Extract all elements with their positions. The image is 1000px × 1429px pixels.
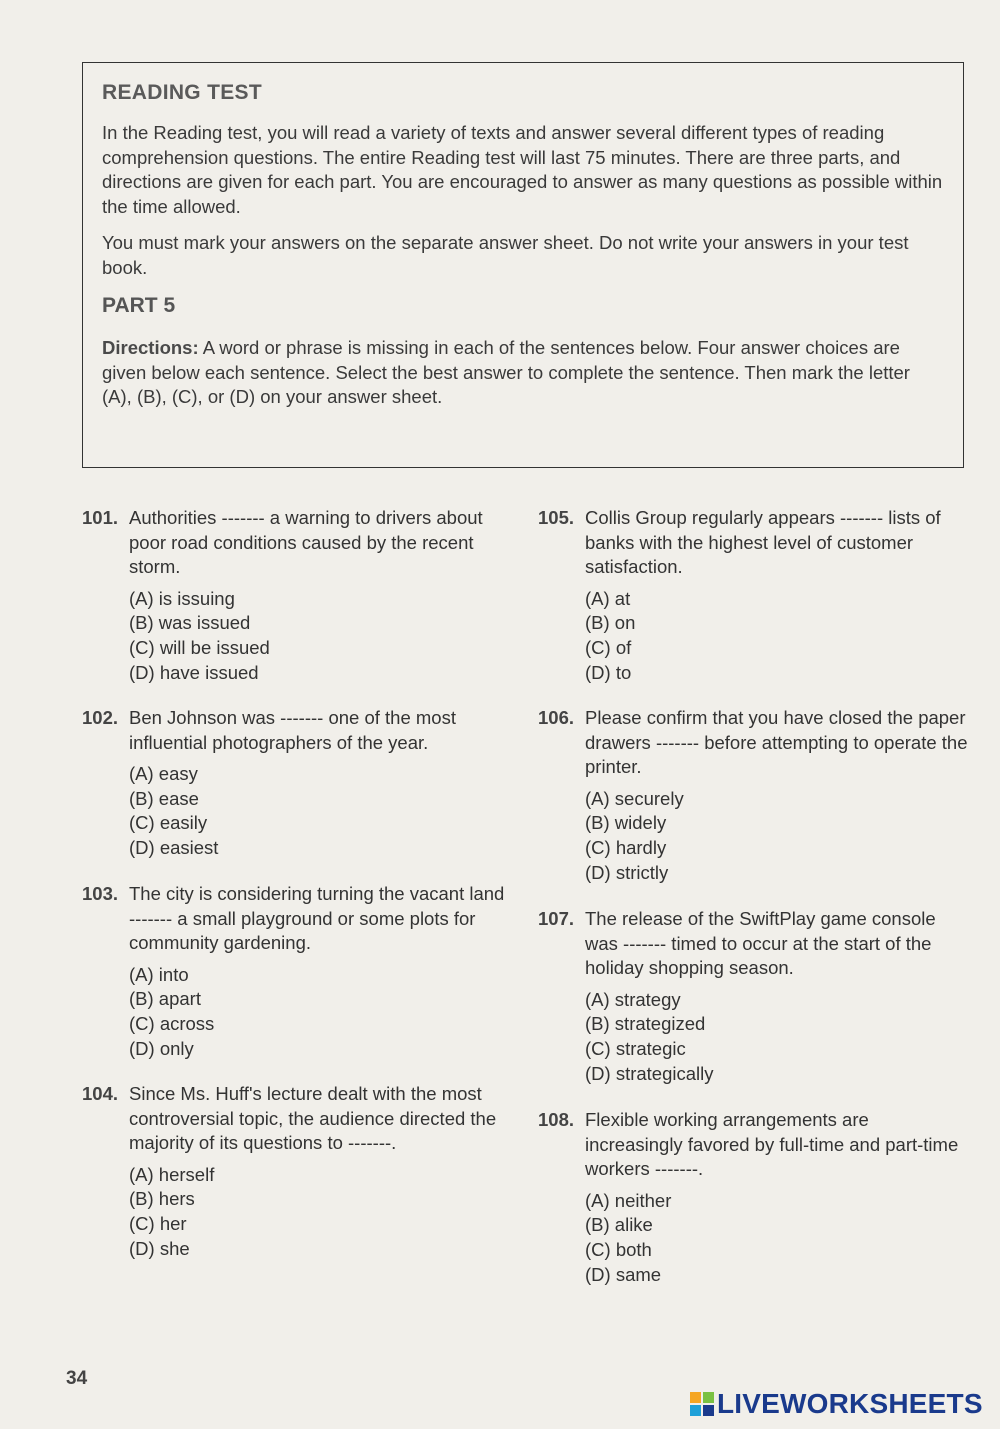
question-text: The city is considering turning the vacant land ------- a small playground or some plots for community gardening. xyxy=(129,883,505,953)
choice-b[interactable]: (B) strategized xyxy=(585,1013,706,1035)
part-title: PART 5 xyxy=(102,294,176,317)
choice-c[interactable]: (C) her xyxy=(129,1212,187,1234)
question-number: 104. xyxy=(82,1083,119,1104)
question-text: Please confirm that you have closed the paper drawers ------- before attempting to operate the printer. xyxy=(585,707,968,777)
answer-choices xyxy=(585,988,968,1087)
question-text: Flexible working arrangements are increasingly favored by full-time and part-time workers -------. xyxy=(585,1109,959,1179)
answer-choices xyxy=(129,1163,512,1262)
question-number: 108. xyxy=(538,1109,575,1130)
choice-c[interactable]: (C) of xyxy=(585,636,632,658)
question-107 xyxy=(538,907,968,1086)
intro-paragraph-2: You must mark your answers on the separate answer sheet. Do not write your answers in your test book. xyxy=(102,232,909,278)
question-text: Ben Johnson was ------- one of the most influential photographers of the year. xyxy=(129,707,456,753)
question-text: Authorities ------- a warning to drivers about poor road conditions caused by the recent storm. xyxy=(129,507,483,577)
brand-name: LIVEWORKSHEETS xyxy=(717,1388,983,1419)
choice-d[interactable]: (D) she xyxy=(129,1237,190,1259)
choice-d[interactable]: (D) only xyxy=(129,1037,194,1059)
question-102 xyxy=(82,706,512,861)
question-text: The release of the SwiftPlay game console was ------- timed to occur at the start of the holiday shopping season. xyxy=(585,908,936,978)
choice-b[interactable]: (B) on xyxy=(585,612,636,634)
choice-d[interactable]: (D) easiest xyxy=(129,837,219,859)
choice-b[interactable]: (B) hers xyxy=(129,1188,195,1210)
choice-b[interactable]: (B) apart xyxy=(129,988,201,1010)
answer-choices xyxy=(129,587,512,686)
question-108 xyxy=(538,1108,968,1287)
question-104 xyxy=(82,1082,512,1261)
question-number: 106. xyxy=(538,707,575,728)
answer-choices xyxy=(585,587,968,686)
choice-c[interactable]: (C) hardly xyxy=(585,836,667,858)
choice-a[interactable]: (A) herself xyxy=(129,1163,215,1185)
choice-c[interactable]: (C) strategic xyxy=(585,1037,686,1059)
question-text: Collis Group regularly appears ------- lists of banks with the highest level of customer satisfaction. xyxy=(585,507,941,577)
choice-a[interactable]: (A) is issuing xyxy=(129,587,235,609)
choice-d[interactable]: (D) strictly xyxy=(585,861,669,883)
choice-a[interactable]: (A) into xyxy=(129,963,189,985)
choice-d[interactable]: (D) have issued xyxy=(129,661,259,683)
question-number: 107. xyxy=(538,908,575,929)
question-101 xyxy=(82,506,512,685)
intro-box xyxy=(82,62,964,468)
intro-paragraph-1: In the Reading test, you will read a variety of texts and answer several different types of reading comprehension questions. The entire Reading test will last 75 minutes. There are three parts, and directions are given for each part. You are encouraged to answer as many questions as possible within the time allowed. xyxy=(102,122,943,217)
choice-b[interactable]: (B) alike xyxy=(585,1214,653,1236)
liveworksheets-brand[interactable] xyxy=(690,1388,983,1420)
answer-choices xyxy=(129,762,512,861)
choice-c[interactable]: (C) will be issued xyxy=(129,636,270,658)
choice-a[interactable]: (A) easy xyxy=(129,763,198,784)
directions-text: A word or phrase is missing in each of the sentences below. Four answer choices are given below each sentence. Select the best answer to complete the sentence. Then mark the letter (A), (B), (C), or (D) on your answer sheet. xyxy=(102,337,910,407)
question-number: 105. xyxy=(538,507,575,528)
choice-a[interactable]: (A) neither xyxy=(585,1189,672,1211)
choice-b[interactable]: (B) was issued xyxy=(129,612,251,634)
choice-a[interactable]: (A) securely xyxy=(585,787,684,809)
answer-choices xyxy=(129,963,512,1062)
page-number: 34 xyxy=(66,1368,88,1389)
question-number: 101. xyxy=(82,507,119,528)
liveworksheets-logo-icon xyxy=(690,1392,714,1416)
choice-c[interactable]: (C) both xyxy=(585,1238,652,1260)
answer-choices xyxy=(585,787,968,886)
question-103 xyxy=(82,882,512,1061)
choice-b[interactable]: (B) ease xyxy=(129,787,199,809)
choice-a[interactable]: (A) strategy xyxy=(585,988,681,1010)
choice-c[interactable]: (C) across xyxy=(129,1012,215,1034)
directions-label: Directions: xyxy=(102,337,199,358)
choice-d[interactable]: (D) same xyxy=(585,1263,662,1285)
section-title: READING TEST xyxy=(102,81,262,104)
choice-c[interactable]: (C) easily xyxy=(129,812,208,834)
question-number: 103. xyxy=(82,883,119,904)
choice-d[interactable]: (D) strategically xyxy=(585,1062,714,1084)
directions xyxy=(102,336,943,410)
question-number: 102. xyxy=(82,707,119,728)
question-text: Since Ms. Huff's lecture dealt with the most controversial topic, the audience directed the majority of its questions to -------. xyxy=(129,1083,497,1153)
answer-choices xyxy=(585,1189,968,1288)
question-106 xyxy=(538,706,968,885)
choice-d[interactable]: (D) to xyxy=(585,661,632,683)
question-105 xyxy=(538,506,968,685)
choice-a[interactable]: (A) at xyxy=(585,587,631,609)
choice-b[interactable]: (B) widely xyxy=(585,812,667,834)
